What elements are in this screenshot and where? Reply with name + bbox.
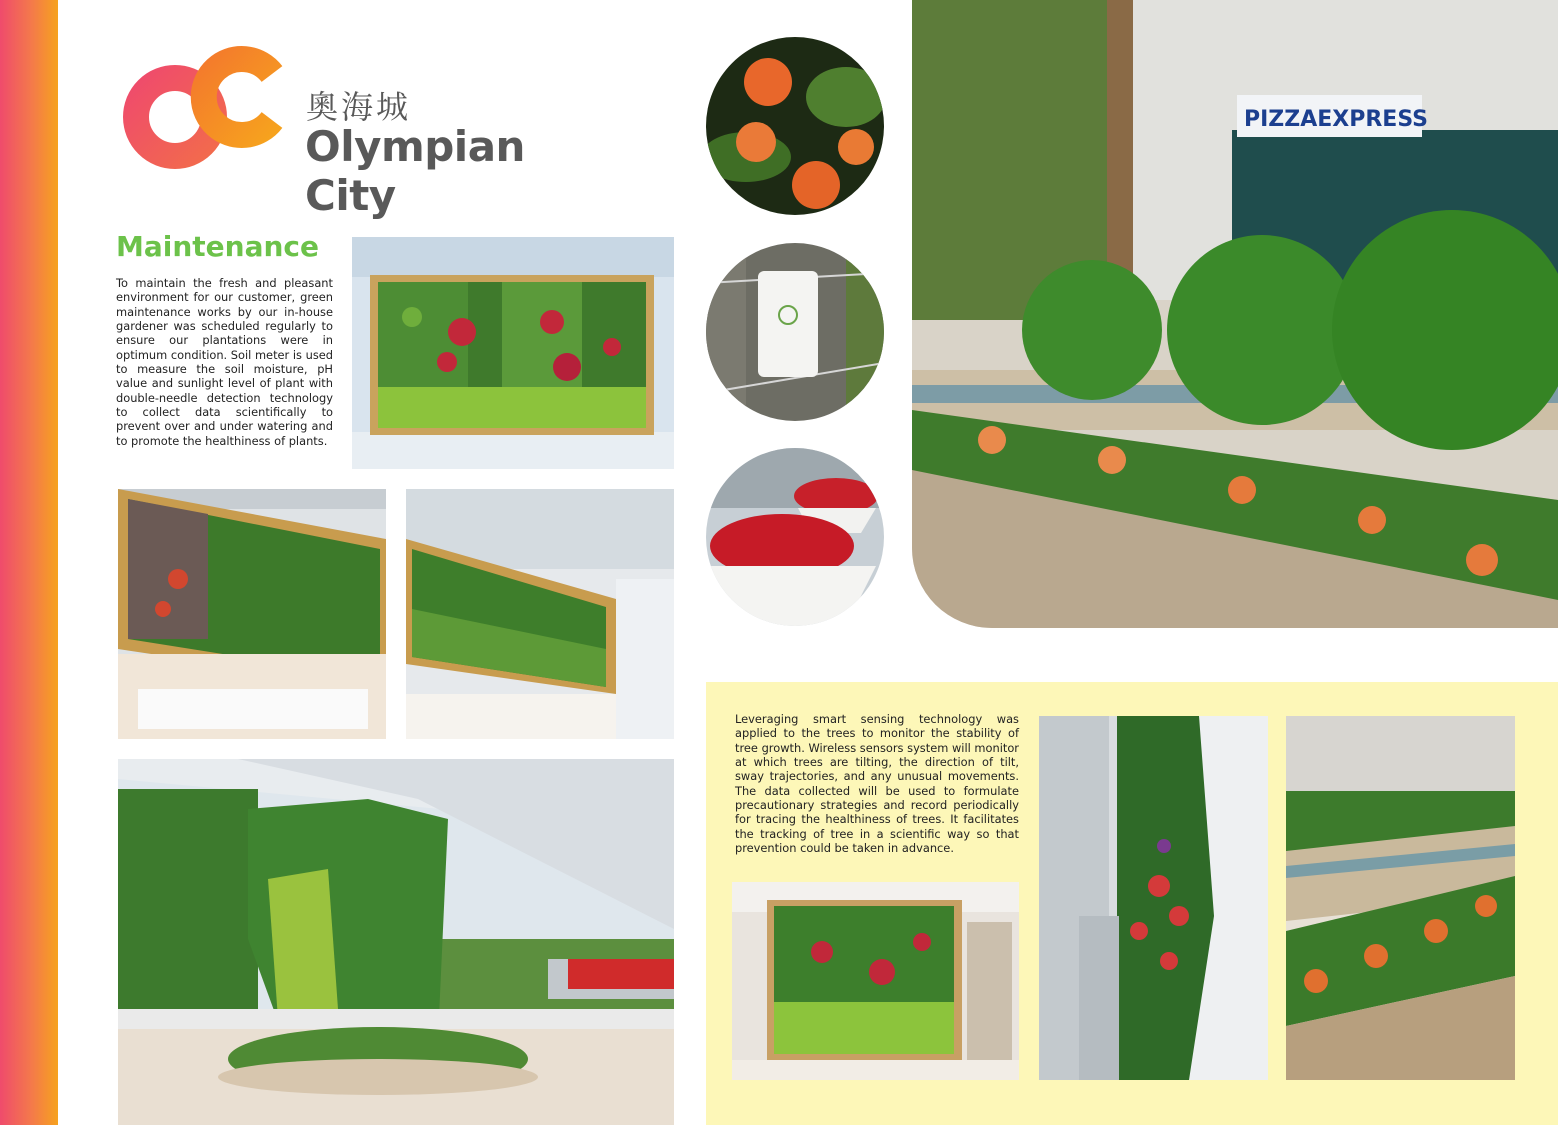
smart-sensing-paragraph: Leveraging smart sensing technology was applied to the trees to monitor the stability of tree growth. Wireless sensors system will monitor at which trees are tilting, the direction of tilt, sway trajectories, and any unusual movements. The data collected will be used to formulate precautionary strategies and record periodically for tracing the healthiness of trees. It facilitates the tracking of tree in a scientific way so that prevention could be taken in advance. [735,712,1019,856]
brand-chinese-name: 奧海城 [306,88,412,126]
storefront-sign-text: PIZZAEXPRESS [1244,107,1429,132]
ixora-flower-circle-photo [706,37,884,215]
oc-logo-mark [122,44,292,169]
green-wall-photo-right [406,489,674,739]
maintenance-heading: Maintenance [116,230,320,263]
tree-sensor-circle-photo [706,243,884,421]
anthurium-wall-photo [1039,716,1268,1080]
planter-bed-photo [1286,716,1515,1080]
indoor-green-wall-photo [732,882,1019,1080]
green-wall-photo-left [118,489,386,739]
gradient-sidebar [0,0,58,1125]
brand-english-name: Olympian City [305,122,525,220]
green-wall-photo-top [352,237,674,469]
green-tower-photo [118,759,674,1125]
red-flower-planter-circle-photo [706,448,884,626]
maintenance-paragraph: To maintain the fresh and pleasant environment for our customer, green maintenance works by our in-house gardener was scheduled regularly to ensure our plantations were in optimum condition. Soil meter is used to measure the soil moisture, pH value and sunlight level of plant with double-needle detection technology to collect data scientifically to prevent over and under watering and to promote the healthiness of plants. [116,276,333,448]
pizza-express-planter-photo [912,0,1558,628]
olympian-city-logo [122,44,602,220]
